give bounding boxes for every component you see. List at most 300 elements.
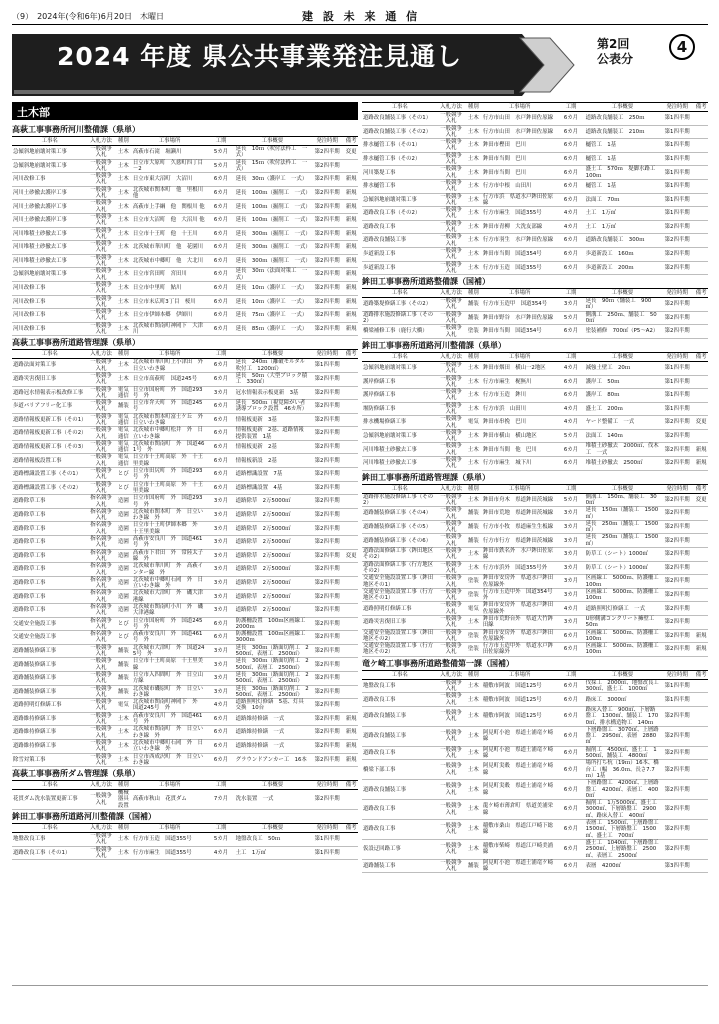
table-cell bbox=[694, 706, 708, 726]
table-cell: 土木 bbox=[465, 820, 482, 840]
table-cell: 一般競争入札 bbox=[437, 361, 464, 375]
table-cell: 6カ月 bbox=[557, 166, 584, 180]
table-cell bbox=[344, 685, 358, 699]
table-cell: 一般競争入札 bbox=[87, 146, 114, 160]
column-header: 工事概要 bbox=[235, 824, 310, 833]
table-cell: 6カ月 bbox=[557, 726, 584, 746]
table-cell: 一般競争入札 bbox=[437, 443, 464, 457]
table-cell: 一般競争入札 bbox=[437, 780, 464, 800]
table-cell: 第1四半期 bbox=[660, 361, 694, 375]
table-row bbox=[362, 760, 708, 780]
table-cell: 第2四半期 bbox=[660, 298, 694, 312]
table-cell: 6カ月 bbox=[557, 375, 584, 389]
table-row bbox=[12, 322, 358, 336]
table-cell: 新規 bbox=[344, 739, 358, 753]
column-header: 工期 bbox=[557, 103, 584, 112]
table-cell: 3カ月 bbox=[207, 604, 234, 618]
newspaper-name: 建 設 未 来 通 信 bbox=[302, 10, 421, 23]
table-row bbox=[12, 617, 358, 631]
table-cell: 舗装 bbox=[465, 507, 482, 521]
table-cell: 6カ月 bbox=[557, 457, 584, 471]
table-row bbox=[362, 311, 708, 325]
table-cell: 情報板新設 2基 bbox=[235, 454, 310, 468]
table-cell bbox=[694, 207, 708, 221]
table-cell: 稲敷市阿波 国道125号 bbox=[482, 706, 557, 726]
table-cell: 第2四半期 bbox=[310, 268, 344, 282]
table-cell: 北茨城市関南町 外 日立いわき線 外 bbox=[132, 726, 207, 740]
table-cell: 第2四半期 bbox=[660, 457, 694, 471]
table-cell: 法面工 70ｍ bbox=[585, 193, 660, 207]
table-cell: 造園 bbox=[115, 590, 132, 604]
table-cell: 道路除草 2万5000㎡ bbox=[235, 522, 310, 536]
table-cell: 一般競争入札 bbox=[87, 372, 114, 386]
table-row bbox=[362, 207, 708, 221]
table-cell: 第2四半期 bbox=[310, 495, 344, 509]
table-cell bbox=[694, 520, 708, 534]
project-table bbox=[362, 102, 708, 275]
table-cell: 6カ月 bbox=[557, 706, 584, 726]
table-cell bbox=[344, 604, 358, 618]
table-cell: 第2四半期 bbox=[310, 309, 344, 323]
table-cell: 第2四半期 bbox=[310, 213, 344, 227]
table-row bbox=[12, 295, 358, 309]
table-cell: 6カ月 bbox=[557, 152, 584, 166]
table-cell: 一般競争入札 bbox=[87, 159, 114, 173]
table-cell: 第2四半期 bbox=[660, 746, 694, 760]
table-cell: 新規 bbox=[694, 643, 708, 657]
table-row bbox=[12, 468, 358, 482]
table-cell: とび bbox=[115, 468, 132, 482]
table-cell: 一般競争入札 bbox=[87, 440, 114, 454]
table-cell: 区画線工 5000ｍ、防護柵工 100ｍ bbox=[585, 629, 665, 642]
table-row bbox=[12, 671, 358, 685]
table-cell: 北茨城市大津町 外 国道245号 外 bbox=[132, 644, 207, 658]
table-cell: 造園 bbox=[115, 508, 132, 522]
table-cell: 護岸工 80ｍ bbox=[585, 389, 660, 403]
column-header: 工期 bbox=[207, 824, 234, 833]
table-row bbox=[12, 173, 358, 187]
table-cell: 第2四半期 bbox=[660, 780, 694, 800]
table-cell: 3カ月 bbox=[207, 522, 234, 536]
column-header: 工事名 bbox=[12, 824, 87, 833]
column-header: 発注時期 bbox=[660, 670, 694, 679]
table-cell: 土木 bbox=[465, 679, 482, 693]
column-header: 種別 bbox=[465, 352, 482, 361]
table-cell: 6カ月 bbox=[207, 631, 234, 645]
table-cell: 電気 bbox=[465, 602, 482, 616]
table-cell: 第2四半期 bbox=[310, 241, 344, 255]
table-cell: 道路舗装修繕工事（その4） bbox=[362, 507, 437, 521]
table-cell: 道路改良舗装工事 bbox=[362, 706, 437, 726]
table-row bbox=[12, 699, 358, 713]
table-cell: 道路排水施設修繕工事（その2） bbox=[362, 493, 437, 507]
table-cell: 花貫ダム洗水装置更新工事 bbox=[12, 790, 87, 810]
table-cell: 土工 1万㎥ bbox=[585, 207, 660, 221]
table-cell: 電気通信 bbox=[115, 454, 132, 468]
table-cell: 6カ月 bbox=[557, 800, 584, 820]
table-cell: 鉾田市青柳 大洗友部線 bbox=[482, 220, 557, 234]
table-row bbox=[362, 429, 708, 443]
table-cell: 鉾田市荒地 県道鉾田茨城線 bbox=[482, 507, 557, 521]
table-cell: 一般競争入札 bbox=[87, 400, 114, 414]
table-cell: 鉾田市安房外 県道水戸鉾田佐原線外 bbox=[482, 629, 557, 643]
table-cell: 4カ月 bbox=[207, 699, 234, 713]
table-cell: 区画線工 5000ｍ、防護柵工 100ｍ bbox=[585, 575, 665, 588]
table-cell: 土木 bbox=[115, 159, 132, 173]
column-header: 入札方法 bbox=[437, 103, 464, 112]
table-cell bbox=[344, 495, 358, 509]
table-cell: 第2四半期 bbox=[310, 281, 344, 295]
table-cell: 一般競争入札 bbox=[87, 685, 114, 699]
column-header: 工期 bbox=[557, 289, 584, 298]
table-cell: 第1四半期 bbox=[660, 693, 694, 707]
table-cell: 第2四半期 bbox=[310, 159, 344, 173]
table-cell bbox=[694, 780, 708, 800]
table-cell: 3カ月 bbox=[557, 575, 584, 589]
table-cell bbox=[344, 631, 358, 645]
table-cell: 新規 bbox=[344, 186, 358, 200]
table-cell: 第2四半期 bbox=[310, 631, 344, 645]
table-cell: 堆積土砂撤去 2500㎥ bbox=[585, 457, 660, 471]
table-cell: 舗装 bbox=[115, 671, 132, 685]
table-cell bbox=[694, 179, 708, 193]
table-cell: 第2四半期 bbox=[310, 658, 344, 672]
table-cell: 歩道新設工事 bbox=[362, 247, 437, 261]
table-cell: 日立市大沼町 他 大沼川 他 bbox=[132, 213, 207, 227]
table-cell: 一般競争入札 bbox=[87, 227, 114, 241]
table-cell: 延長 500ｍ（視覚障がい者誘導ブロック設置 46カ所） bbox=[235, 400, 310, 414]
table-cell: 道路除草工事 bbox=[12, 604, 87, 618]
table-cell: 道路除草 2万5000㎡ bbox=[235, 536, 310, 550]
table-cell: 河川改修工事 bbox=[12, 173, 87, 187]
table-cell: 堆積土砂撤去 2000㎥、伐木工 一式 bbox=[585, 443, 659, 456]
table-cell: 第2四半期 bbox=[310, 617, 344, 631]
column-header: 工事場所 bbox=[482, 103, 557, 112]
table-cell: 5カ月 bbox=[557, 493, 584, 507]
table-cell: 一般競争入札 bbox=[437, 112, 464, 126]
table-cell: 阿見町小池 県道土浦竜ケ崎線 bbox=[482, 746, 557, 760]
table-cell: 3カ月 bbox=[557, 548, 584, 562]
table-cell: 道路舗装修繕工事（その5） bbox=[362, 520, 437, 534]
column-header: 備考 bbox=[695, 289, 707, 296]
table-cell: 一般競争入札 bbox=[87, 413, 114, 427]
table-row bbox=[12, 549, 358, 563]
table-cell: 第2四半期 bbox=[310, 739, 344, 753]
table-cell: 鉾田市鉄名外 水戸鉾田佐原線 bbox=[482, 548, 557, 562]
table-cell bbox=[344, 536, 358, 550]
table-cell: 6カ月 bbox=[557, 125, 584, 139]
table-cell: 第1四半期 bbox=[310, 833, 344, 847]
table-cell: 延長 85ｍ（護岸工 一式） bbox=[235, 322, 310, 336]
section-heading: 鉾田工事事務所道路管理課（県単） bbox=[362, 472, 490, 482]
table-cell: 道路標識設置 4基 bbox=[235, 481, 310, 495]
table-cell: 道路法面対策工事 bbox=[12, 359, 87, 373]
table-cell: 塗装 bbox=[465, 629, 482, 643]
table-row bbox=[362, 726, 708, 746]
table-cell: 舗装 bbox=[465, 298, 482, 312]
table-cell: 一般競争入札 bbox=[437, 402, 464, 416]
column-header: 工事概要 bbox=[235, 781, 310, 790]
table-cell: 延長 90ｍ（舗装工 900㎡） bbox=[585, 298, 660, 312]
table-cell: 道路改良舗装工事 bbox=[362, 234, 437, 248]
table-cell: 道路標識設置工事（その2） bbox=[12, 481, 87, 495]
table-row bbox=[12, 631, 358, 645]
table-cell: 6カ月 bbox=[207, 617, 234, 631]
table-cell: 盛土工 1040㎥、下層路盤工 2500㎡、上層路盤工 2500㎡、表層工 2500㎡ bbox=[585, 839, 665, 859]
table-cell: 堰防修繕工事 bbox=[362, 402, 437, 416]
table-cell: 土木 bbox=[115, 227, 132, 241]
table-row bbox=[362, 247, 708, 261]
table-row bbox=[362, 125, 708, 139]
table-cell: 6カ月 bbox=[207, 241, 234, 255]
column-header: 工事場所 bbox=[482, 352, 557, 361]
table-row bbox=[362, 534, 708, 548]
table-cell: 鉾田市串挽 巴川 bbox=[482, 416, 557, 430]
table-cell: 新規 bbox=[344, 753, 358, 767]
table-cell: 表層 4200㎡ bbox=[585, 859, 660, 873]
table-cell: 6カ月 bbox=[557, 760, 584, 780]
table-cell: 第2四半期 bbox=[310, 522, 344, 536]
column-header: 発注時期 bbox=[660, 352, 694, 361]
table-cell: 道路除草 2万5000㎡ bbox=[235, 604, 310, 618]
column-header: 発注時期 bbox=[310, 824, 344, 833]
table-header-row bbox=[12, 137, 358, 146]
table-cell: 土木 bbox=[115, 833, 132, 847]
table-cell: 一般競争入札 bbox=[437, 507, 464, 521]
project-table bbox=[362, 352, 708, 471]
column-header: 工期 bbox=[557, 484, 584, 493]
table-row bbox=[362, 839, 708, 859]
table-cell: 橋梁下部工事 bbox=[362, 760, 437, 780]
table-cell: 一般競争入札 bbox=[437, 820, 464, 840]
table-cell: 歩道バリアフリー化工事 bbox=[12, 400, 87, 414]
table-row bbox=[12, 386, 358, 400]
table-cell: 道路維持修繕 一式 bbox=[235, 712, 310, 726]
table-row bbox=[362, 746, 708, 760]
table-cell: 側溝工 250ｍ、舗装工 500㎡ bbox=[585, 311, 660, 325]
table-cell: 変更 bbox=[344, 549, 358, 563]
table-cell: 土木 bbox=[465, 220, 482, 234]
table-cell: 河川堆積土砂撤去工事 bbox=[362, 457, 437, 471]
table-cell: 5カ月 bbox=[207, 146, 234, 160]
table-cell: 6カ月 bbox=[207, 268, 234, 282]
table-cell: 6カ月 bbox=[557, 780, 584, 800]
page-info: （9） 2024年(令和6年)6月20日 木曜日 bbox=[12, 12, 165, 21]
table-row bbox=[362, 643, 708, 657]
table-cell: 一般競争入札 bbox=[437, 325, 464, 339]
table-cell: 6カ月 bbox=[557, 247, 584, 261]
table-cell bbox=[694, 800, 708, 820]
table-cell: 第2四半期 bbox=[310, 671, 344, 685]
table-cell: 塗装 bbox=[465, 588, 482, 602]
section-heading: 高萩工事事務所道路管理課（県単） bbox=[12, 338, 140, 348]
table-cell: 一般競争入札 bbox=[437, 575, 464, 589]
table-cell: 河川改修工事 bbox=[12, 309, 87, 323]
table-cell: 6カ月 bbox=[207, 427, 234, 441]
table-cell: 防護柵設置 100ｍ区画線工 2000ｍ bbox=[235, 617, 311, 630]
table-cell: 土木 bbox=[115, 753, 132, 767]
table-cell: 新規 bbox=[344, 241, 358, 255]
table-cell: 河川堆積土砂撤去工事 bbox=[12, 227, 87, 241]
table-cell: 塗装補修 700㎡（P5～A2） bbox=[585, 325, 660, 339]
column-header: 工事場所 bbox=[482, 484, 557, 493]
table-cell: 行方市玉造 国道355号 bbox=[482, 261, 557, 275]
table-cell: 第1四半期 bbox=[660, 166, 694, 180]
table-cell: 新規 bbox=[344, 254, 358, 268]
table-cell: 道路情報板更新工事（その1） bbox=[12, 413, 87, 427]
table-cell: 6カ月 bbox=[207, 295, 234, 309]
table-cell: 土木 bbox=[465, 839, 482, 859]
table-cell: 排水樋管工事 bbox=[362, 179, 437, 193]
table-row bbox=[12, 254, 358, 268]
table-cell bbox=[694, 193, 708, 207]
table-cell: 北茨城市華川町 他 花園川 bbox=[132, 241, 207, 255]
column-header: 入札方法 bbox=[437, 484, 464, 493]
table-row bbox=[12, 563, 358, 577]
column-header: 工事概要 bbox=[585, 484, 660, 493]
table-cell: 一般競争入札 bbox=[87, 644, 114, 658]
table-cell: 第2四半期 bbox=[310, 468, 344, 482]
table-cell: 一般競争入札 bbox=[437, 602, 464, 616]
table-cell bbox=[694, 325, 708, 339]
table-cell: 交通安全施設設置工事（行方地区その1） bbox=[362, 588, 437, 602]
table-cell: 行方市麻生 梶無川 bbox=[482, 375, 557, 389]
column-header: 備考 bbox=[345, 781, 357, 788]
table-cell bbox=[694, 220, 708, 234]
table-cell: 塗装 bbox=[465, 643, 482, 657]
table-cell: 道路舗装修繕工事（その6） bbox=[362, 534, 437, 548]
table-row bbox=[362, 616, 708, 630]
table-cell bbox=[344, 468, 358, 482]
table-cell: 6カ月 bbox=[557, 746, 584, 760]
issue-number: 4 bbox=[669, 34, 695, 60]
table-cell: 第2四半期 bbox=[660, 261, 694, 275]
table-cell: 一般競争入札 bbox=[87, 268, 114, 282]
table-cell: 除雪対策工事 bbox=[12, 753, 87, 767]
table-cell: 土木 bbox=[465, 693, 482, 707]
table-cell: 掘削工 4500㎥、盛土工 1500㎥、舗装工 4800㎡ bbox=[585, 746, 660, 760]
table-cell: 指名競争入札 bbox=[87, 508, 114, 522]
table-cell: 土木 bbox=[115, 268, 132, 282]
table-cell: 延長 300ｍ（路面切削工 2500㎡、表層工 2500㎡） bbox=[235, 685, 309, 698]
table-cell: 急傾斜地崩壊対策工事 bbox=[12, 268, 87, 282]
section-heading: 鉾田工事事務所道路河川整備課（国補） bbox=[12, 812, 156, 822]
table-cell: 河川築堤工事 bbox=[362, 166, 437, 180]
column-header: 工事名 bbox=[362, 484, 437, 493]
table-cell: 場所打ち杭（19ｍ）16本、橋台工（幅 36.0ｍ、長さ7.7ｍ）1基 bbox=[585, 760, 659, 779]
table-cell: 舗装 bbox=[465, 520, 482, 534]
table-cell: 道路改良工事 bbox=[362, 220, 437, 234]
table-cell: 鉾田市当間 国道354号 bbox=[482, 247, 557, 261]
column-header: 種別 bbox=[115, 824, 132, 833]
table-cell: 一般競争入札 bbox=[437, 643, 464, 657]
table-cell bbox=[344, 522, 358, 536]
table-row bbox=[12, 846, 358, 860]
table-cell: 一般競争入札 bbox=[437, 760, 464, 780]
table-cell: 造園 bbox=[115, 522, 132, 536]
table-row bbox=[12, 372, 358, 386]
table-cell: 表層工 1500㎡、上層路盤工 1500㎡、下層路盤工 1500㎡、盛土工 700㎥ bbox=[585, 820, 665, 839]
table-row bbox=[12, 726, 358, 740]
table-cell: 道路除草 2万5000㎡ bbox=[235, 508, 310, 522]
table-cell: 道路改良工事 bbox=[362, 746, 437, 760]
table-cell: 北茨城市華川町上小津田 外 日立いわき線 bbox=[132, 359, 209, 372]
table-cell: 指名競争入札 bbox=[87, 549, 114, 563]
table-cell: 一般競争入札 bbox=[437, 247, 464, 261]
table-cell: 道路改良舗装工 300ｍ bbox=[585, 234, 660, 248]
table-cell: 北茨城市中郷町石岡 外 日立いわき線 外 bbox=[132, 739, 207, 753]
column-header: 工事場所 bbox=[482, 670, 557, 679]
table-cell: 一般競争入札 bbox=[87, 186, 114, 200]
table-cell: 舗装 bbox=[115, 658, 132, 672]
table-row bbox=[12, 481, 358, 495]
column-header: 工事場所 bbox=[132, 350, 207, 359]
table-cell bbox=[694, 139, 708, 153]
table-cell: 鉾田市野谷 水戸鉾田佐原線 bbox=[482, 311, 557, 325]
table-cell: 6カ月 bbox=[207, 454, 234, 468]
table-cell: 第2四半期 bbox=[310, 481, 344, 495]
table-cell: 土木 bbox=[465, 261, 482, 275]
table-cell: 土木 bbox=[115, 146, 132, 160]
table-header-row bbox=[362, 484, 708, 493]
table-cell: 第1四半期 bbox=[660, 193, 694, 207]
table-cell: 延長 100ｍ（掘削工 一式） bbox=[235, 186, 310, 200]
table-cell bbox=[694, 429, 708, 443]
table-cell: 日立市十王町伊師本郷 外 十王里美線 bbox=[132, 522, 207, 536]
table-row bbox=[12, 739, 358, 753]
table-cell: 6カ月 bbox=[557, 859, 584, 873]
table-cell: 第2四半期 bbox=[660, 234, 694, 248]
table-cell: 土木 bbox=[465, 361, 482, 375]
table-cell bbox=[344, 644, 358, 658]
column-header: 発注時期 bbox=[310, 350, 344, 359]
table-cell: 一般競争入札 bbox=[87, 753, 114, 767]
table-cell: 地盤改良工事 bbox=[362, 679, 437, 693]
table-row bbox=[12, 241, 358, 255]
table-cell: 情報板更新 2基、道路情報提供装置 1基 bbox=[235, 427, 310, 441]
column-header: 種別 bbox=[115, 137, 132, 146]
table-cell: 土木 bbox=[465, 139, 482, 153]
table-cell: 道路舗装修繕工事 bbox=[12, 671, 87, 685]
table-cell: 第2四半期 bbox=[660, 588, 694, 602]
table-cell: 土木 bbox=[465, 429, 482, 443]
table-cell: 土木 bbox=[115, 281, 132, 295]
table-cell: 土木 bbox=[465, 402, 482, 416]
table-cell: 第2四半期 bbox=[310, 576, 344, 590]
column-header: 工事概要 bbox=[235, 137, 310, 146]
table-cell: 一般競争入札 bbox=[437, 726, 464, 746]
project-table bbox=[362, 484, 708, 657]
table-cell: 一般競争入札 bbox=[87, 295, 114, 309]
table-cell: 6カ月 bbox=[207, 309, 234, 323]
table-cell: 道路除草工事 bbox=[12, 522, 87, 536]
table-row bbox=[12, 685, 358, 699]
table-cell: 日立市国府町 外 国道293号 外 bbox=[132, 495, 207, 509]
table-row bbox=[362, 507, 708, 521]
column-header: 工事概要 bbox=[585, 352, 660, 361]
page-header bbox=[12, 8, 708, 24]
table-cell: 橋梁補修工事（鹿行大橋） bbox=[362, 325, 437, 339]
table-row bbox=[362, 261, 708, 275]
table-cell: 3カ月 bbox=[207, 495, 234, 509]
table-cell: 舗装 bbox=[465, 859, 482, 873]
table-cell: 急傾斜地崩壊対策工事 bbox=[362, 429, 437, 443]
table-cell: 第2四半期 bbox=[310, 372, 344, 386]
table-cell: 第2四半期 bbox=[660, 629, 694, 643]
table-cell: 樋管工 1基 bbox=[585, 152, 660, 166]
table-cell: 急傾斜地崩壊対策工事 bbox=[12, 159, 87, 173]
table-cell: 4カ月 bbox=[557, 207, 584, 221]
